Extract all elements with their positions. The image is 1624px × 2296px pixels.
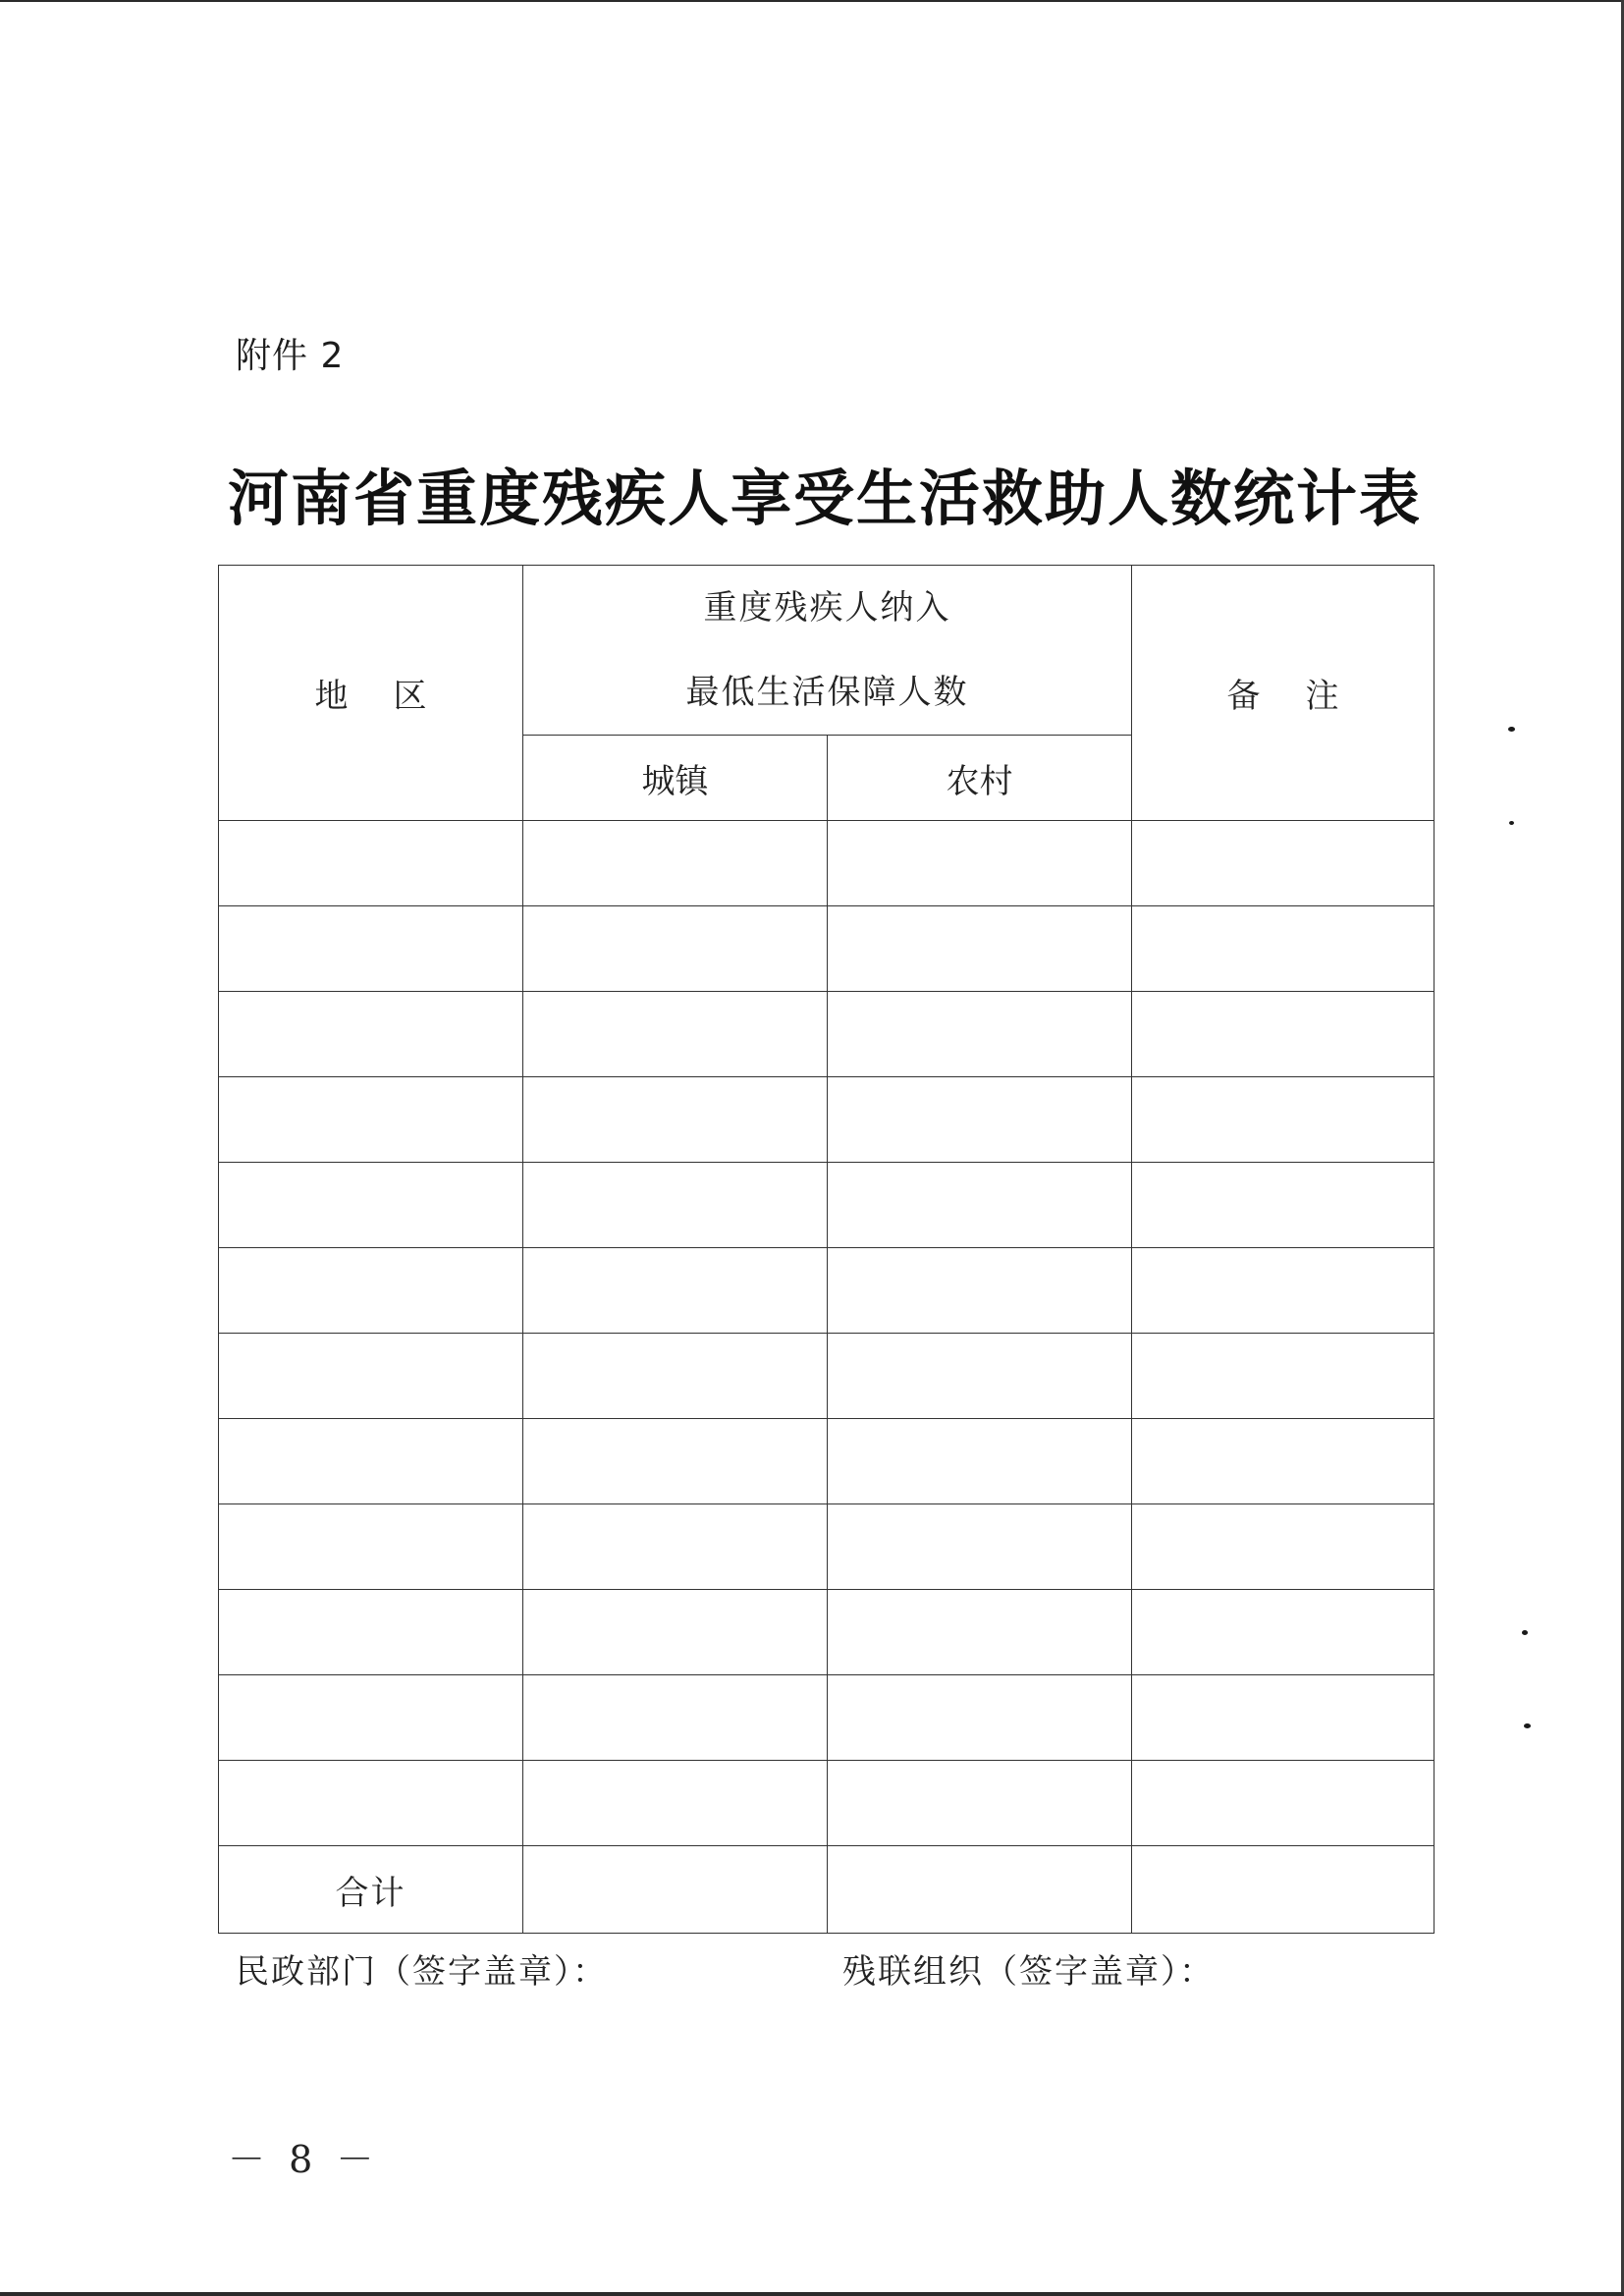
cell-region <box>219 1077 523 1163</box>
cell-note <box>1132 906 1435 992</box>
cell-note <box>1132 1163 1435 1248</box>
table-row <box>219 992 1435 1077</box>
civil-affairs-signature: 民政部门（签字盖章）： <box>236 1952 608 1992</box>
cell-note <box>1132 1334 1435 1419</box>
cell-rural <box>828 1163 1132 1248</box>
cell-urban <box>523 1334 828 1419</box>
cell-urban <box>523 1675 828 1761</box>
header-group-line2: 最低生活保障人数 <box>685 673 969 712</box>
table-row <box>219 1419 1435 1504</box>
cell-rural <box>828 1504 1132 1590</box>
table-row <box>219 906 1435 992</box>
total-label: 合计 <box>219 1846 523 1934</box>
cell-region <box>219 1334 523 1419</box>
table-row <box>219 1761 1435 1846</box>
cell-region <box>219 821 523 906</box>
table-row <box>219 1675 1435 1761</box>
scan-speck <box>1509 821 1514 825</box>
cell-note <box>1132 1590 1435 1675</box>
cell-region <box>219 992 523 1077</box>
page-number: － 8 － <box>228 2138 380 2181</box>
table-row <box>219 1077 1435 1163</box>
header-group <box>523 566 1132 736</box>
table-row <box>219 1504 1435 1590</box>
cell-rural <box>828 906 1132 992</box>
attachment-label: 附件 2 <box>236 336 345 376</box>
cell-note <box>1132 1504 1435 1590</box>
cell-urban <box>523 1248 828 1334</box>
statistics-table <box>218 565 1435 1934</box>
cell-note <box>1132 1077 1435 1163</box>
cell-urban <box>523 992 828 1077</box>
cell-urban <box>523 1504 828 1590</box>
cell-urban <box>523 1077 828 1163</box>
cell-region <box>219 1248 523 1334</box>
cell-region <box>219 1504 523 1590</box>
cell-rural <box>828 1077 1132 1163</box>
table-row <box>219 1334 1435 1419</box>
cell-region <box>219 1163 523 1248</box>
table-header-row <box>219 566 1435 736</box>
cell-region <box>219 1675 523 1761</box>
cell-note <box>1132 1675 1435 1761</box>
cell-region <box>219 1590 523 1675</box>
scan-speck <box>1522 1630 1528 1635</box>
cell-urban <box>523 1419 828 1504</box>
cell-note <box>1132 821 1435 906</box>
cell-rural <box>828 821 1132 906</box>
cell-rural <box>828 1590 1132 1675</box>
scan-speck <box>1508 727 1515 732</box>
cell-urban <box>523 1590 828 1675</box>
cell-rural <box>828 1248 1132 1334</box>
scan-speck <box>1524 1723 1531 1728</box>
cell-region <box>219 1419 523 1504</box>
cell-note <box>1132 1419 1435 1504</box>
header-group-line1: 重度残疾人纳入 <box>703 588 951 628</box>
cell-rural <box>828 1419 1132 1504</box>
cell-region <box>219 1761 523 1846</box>
table-row <box>219 1248 1435 1334</box>
header-urban: 城镇 <box>523 736 828 821</box>
total-note <box>1132 1846 1435 1934</box>
cell-urban <box>523 1761 828 1846</box>
cell-note <box>1132 1248 1435 1334</box>
table-row <box>219 821 1435 906</box>
table-row <box>219 1163 1435 1248</box>
cell-rural <box>828 1761 1132 1846</box>
cell-rural <box>828 1334 1132 1419</box>
cell-note <box>1132 1761 1435 1846</box>
total-rural <box>828 1846 1132 1934</box>
document-title: 河南省重度残疾人享受生活救助人数统计表 <box>227 463 1422 534</box>
cell-urban <box>523 821 828 906</box>
total-urban <box>523 1846 828 1934</box>
table-total-row <box>219 1846 1435 1934</box>
header-region: 地区 <box>219 566 523 821</box>
header-rural: 农村 <box>828 736 1132 821</box>
cell-region <box>219 906 523 992</box>
disabled-federation-signature: 残联组织（签字盖章）： <box>842 1952 1215 1992</box>
table-row <box>219 1590 1435 1675</box>
header-note: 备注 <box>1132 566 1435 821</box>
scan-edge-bottom <box>0 2292 1624 2296</box>
cell-rural <box>828 992 1132 1077</box>
cell-urban <box>523 906 828 992</box>
cell-note <box>1132 992 1435 1077</box>
scan-edge-top <box>0 0 1624 2</box>
cell-urban <box>523 1163 828 1248</box>
cell-rural <box>828 1675 1132 1761</box>
